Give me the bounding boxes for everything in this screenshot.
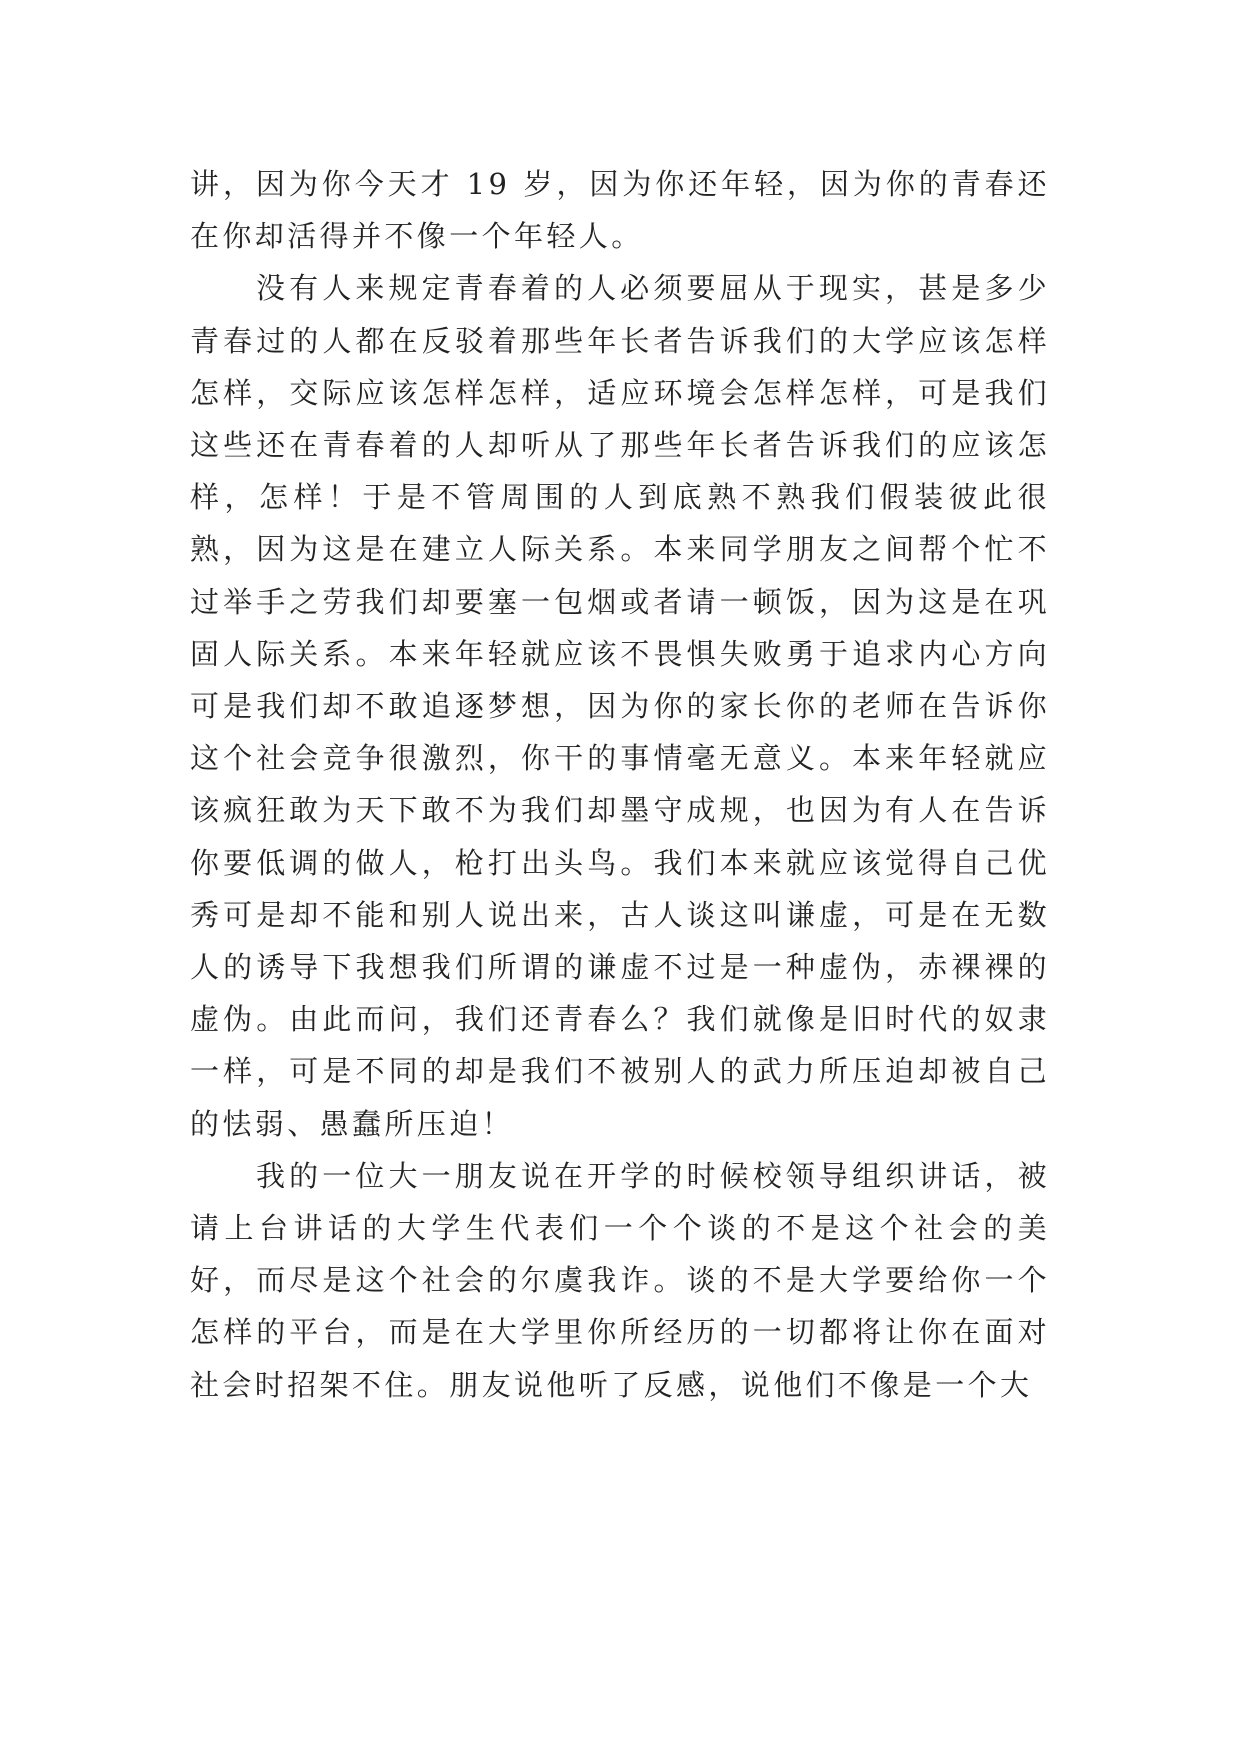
paragraph: 没有人来规定青春着的人必须要屈从于现实，甚是多少青春过的人都在反驳着那些年长者告诉我们的大学应该怎样怎样，交际应该怎样怎样，适应环境会怎样怎样，可是我们这些还在青春着的人却听从了那些年长者告诉我们的应该怎样，怎样！于是不管周围的人到底熟不熟我们假装彼此很熟，因为这是在建立人际关系。本来同学朋友之间帮个忙不过举手之劳我们却要塞一包烟或者请一顿饭，因为这是在巩固人际关系。本来年轻就应该不畏惧失败勇于追求内心方向可是我们却不敢追逐梦想，因为你的家长你的老师在告诉你这个社会竞争很激烈，你干的事情毫无意义。本来年轻就应该疯狂敢为天下敢不为我们却墨守成规，也因为有人在告诉你要低调的做人，枪打出头鸟。我们本来就应该觉得自己优秀可是却不能和别人说出来，古人谈这叫谦虚，可是在无数人的诱导下我想我们所谓的谦虚不过是一种虚伪，赤裸裸的虚伪。由此而问，我们还青春么？我们就像是旧时代的奴隶一样，可是不同的却是我们不被别人的武力所压迫却被自己的怯弱、愚蠢所压迫！ [190, 271, 1050, 1141]
paragraph: 我的一位大一朋友说在开学的时候校领导组织讲话，被请上台讲话的大学生代表们一个个谈的不是这个社会的美好，而尽是这个社会的尔虞我诈。谈的不是大学要给你一个怎样的平台，而是在大学里你所经历的一切都将让你在面对社会时招架不住。朋友说他听了反感，说他们不像是一个大 [190, 1158, 1050, 1402]
paragraph-continued: 讲，因为你今天才 19 岁，因为你还年轻，因为你的青春还在你却活得并不像一个年轻人。 [190, 167, 1050, 254]
body-text [190, 158, 1050, 1411]
